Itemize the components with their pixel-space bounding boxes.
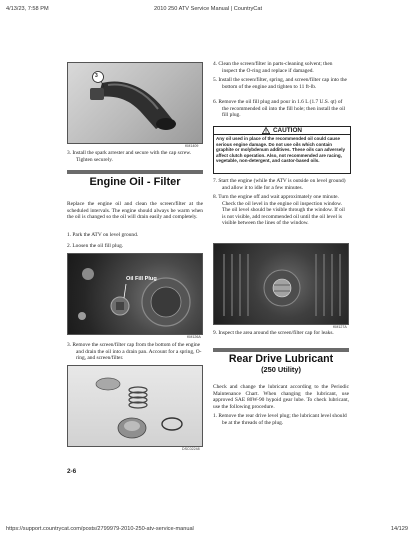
section-rule [67,170,203,174]
figure-code: DSC02248 [182,447,200,451]
print-datetime: 4/13/23, 7:58 PM [6,6,49,12]
step-text: 3. Remove the screen/filter cap from the bottom of the engine and drain the oil into a drain pan. Account for a spring, O-ring, and screen/filter. [67,342,202,362]
callout-number: 3 [95,73,98,79]
step-text: 4. Clean the screen/filter in parts-cleaning solvent; then inspect the O-ring and replace if damaged. [213,61,333,74]
intro-paragraph: Replace the engine oil and clean the screen/filter at the scheduled intervals. The engine should always be warm when the oil is changed so the oil will drain easily and completely. [67,201,203,221]
figure-label: Oil Fill Plug [126,276,157,282]
section-heading: Engine Oil - Filter [89,176,181,188]
step-text: 1. Park the ATV on level ground. [67,232,139,238]
step-text: 3. Install the spark arrester and secure with the cap screw. Tighten securely. [67,150,192,163]
print-page-count: 14/129 [390,526,408,532]
spark-arrester-photo [67,62,203,144]
print-page-title: 2010 250 ATV Service Manual | CountryCat [154,6,262,12]
caution-box [213,126,351,174]
warning-icon [262,127,270,134]
screen-filter-parts-photo [67,365,203,447]
intro-paragraph: Check and change the lubricant according to the Periodic Maintenance Chart. When changing the lubricant, use approved SAE 80W-90 hypoid gear lube. To check lubricant, use the following procedure. [213,384,349,410]
section-subheading: (250 Utility) [261,365,301,374]
step-text: 1. Remove the rear drive level plug; the lubricant level should be at the threads of the plug. [213,413,347,426]
figure-code: KM1409 [185,144,199,148]
step-text: 6. Remove the oil fill plug and pour in 1.6 L (1.7 U.S. qt) of the recommended oil into the fill hole; then install the oil fill plug. [213,99,346,119]
print-url[interactable]: https://support.countrycat.com/posts/2799979-2010-250-atv-service-manual [6,526,194,532]
figure-code: KM127A [333,325,347,329]
section-heading: Rear Drive Lubricant [228,353,334,365]
caution-text: Any oil used in place of the recommended oil could cause serious engine damage. Do not use oils which contain graphite or molybdenum additives. These oils can adversely affect clutch operation. Also, not recommended are racing, vegetable, non-detergent, and castor-based oils. [216,136,346,164]
step-text: 9. Inspect the area around the screen/filter cap for leaks. [213,330,334,336]
section-rule [213,348,349,352]
page-number: 2-6 [67,468,77,475]
step-text: 2. Loosen the oil fill plug. [67,243,124,249]
step-text: 7. Start the engine (while the ATV is outside on level ground) and allow it to idle for a few minutes. [213,178,346,191]
step-text: 8. Turn the engine off and wait approximately one minute. Check the oil level in the engine oil inspection window. The oil level should be visible through the window. If oil is not visible, add recommended oil until the oil level is visible between the lines of the window. [213,194,345,227]
caution-title: CAUTION [272,127,303,134]
caution-header [214,127,350,135]
step-text: 5. Install the screen/filter, spring, and screen/filter cap into the bottom of the engine and tighten to 11 ft-lb. [213,77,347,90]
oil-fill-plug-photo [67,253,203,335]
figure-code: KM126A [187,335,201,339]
oil-inspection-window-photo [213,243,349,325]
